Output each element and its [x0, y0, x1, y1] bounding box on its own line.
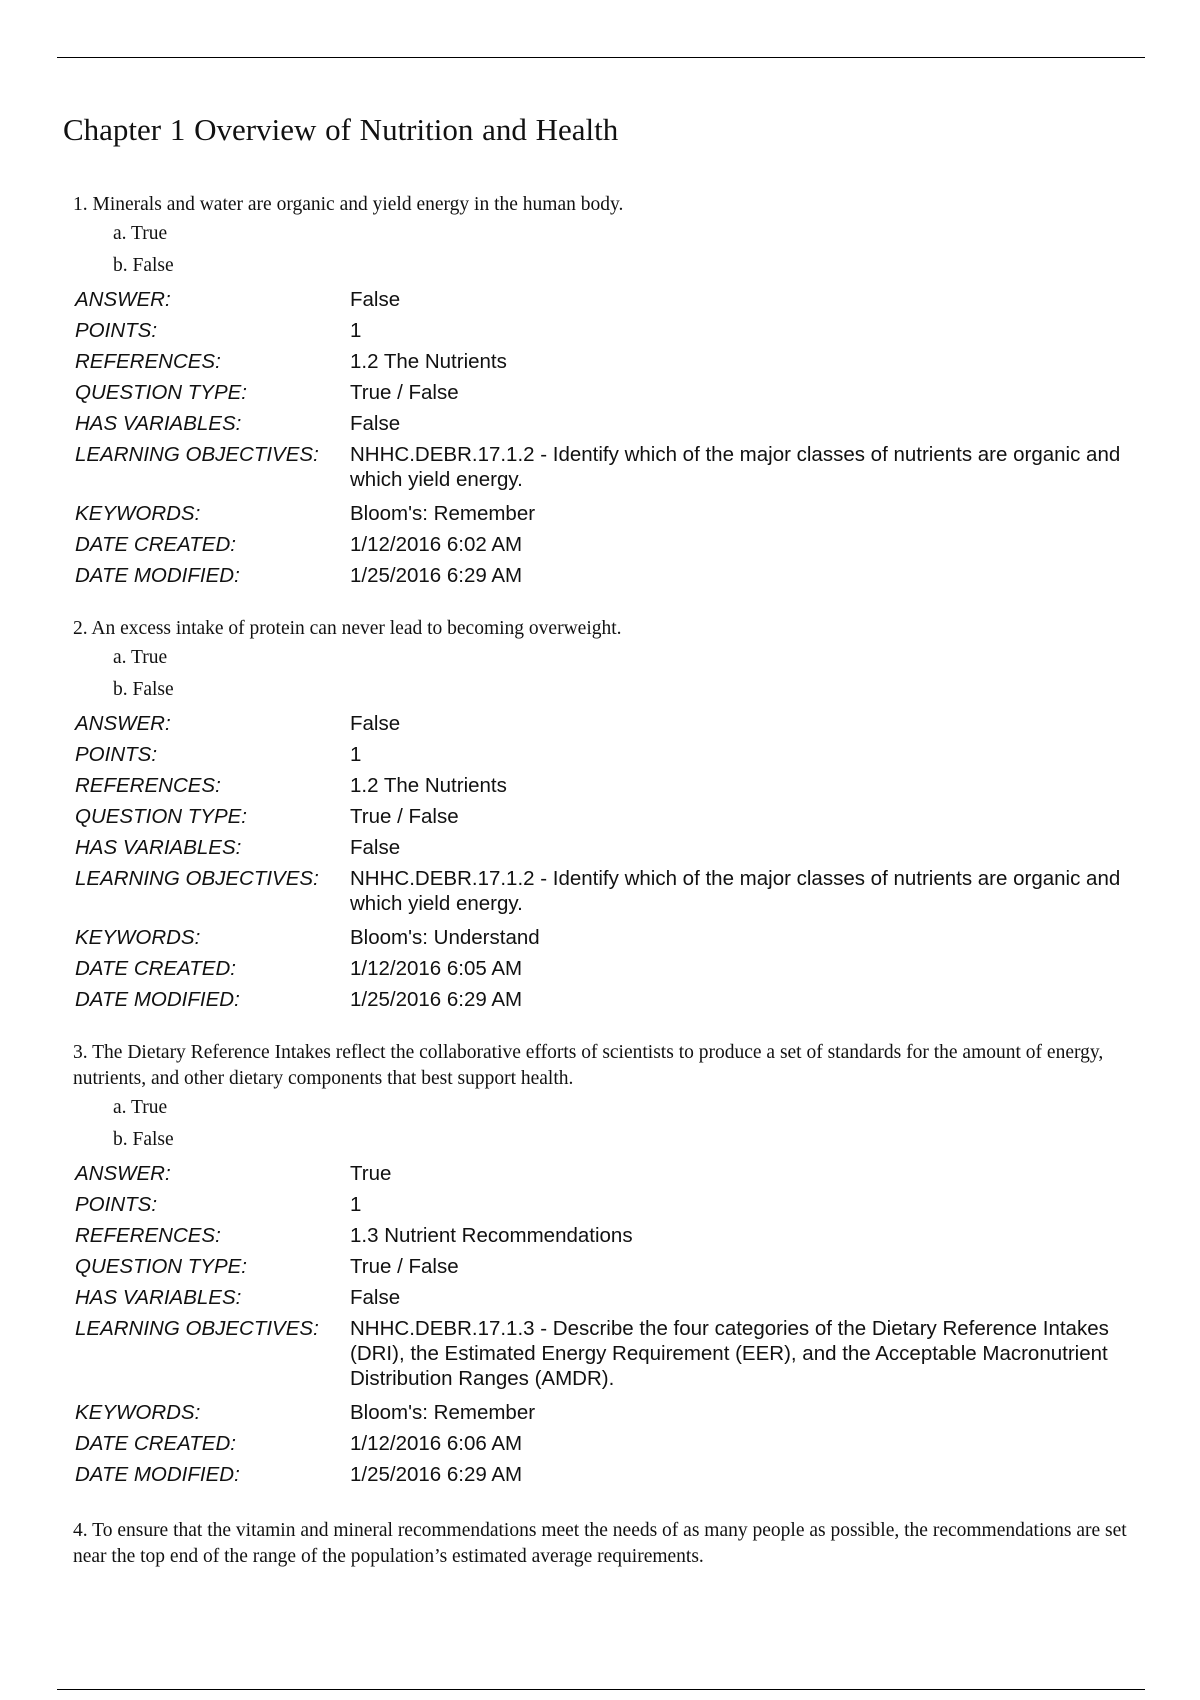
learning-objectives-value: NHHC.DEBR.17.1.2 - Identify which of the major classes of nutrients are organic and which yield energy.: [350, 443, 1121, 491]
meta-label: QUESTION TYPE:: [75, 805, 247, 828]
question-type-value: True / False: [350, 381, 459, 404]
meta-date-created: [75, 529, 1145, 560]
meta-has-variables: [75, 1282, 1145, 1313]
meta-label: HAS VARIABLES:: [75, 836, 242, 859]
meta-label: DATE CREATED:: [75, 957, 236, 980]
answer-value: False: [350, 288, 401, 311]
meta-label: KEYWORDS:: [75, 502, 201, 525]
question-metadata: [75, 284, 1145, 591]
option-false: b. False: [113, 255, 174, 276]
meta-label: ANSWER:: [75, 712, 171, 735]
date-created-value: 1/12/2016 6:05 AM: [350, 957, 523, 980]
question-metadata: [75, 708, 1145, 1015]
answer-options: [113, 642, 1145, 706]
meta-date-modified: [75, 984, 1145, 1015]
meta-label: LEARNING OBJECTIVES:: [75, 1317, 319, 1340]
meta-label: POINTS:: [75, 319, 158, 342]
keywords-value: Bloom's: Remember: [350, 1401, 536, 1424]
date-modified-value: 1/25/2016 6:29 AM: [350, 1463, 523, 1486]
has-variables-value: False: [350, 836, 401, 859]
question-stem: 4. To ensure that the vitamin and mineral recommendations meet the needs of as many people as possible, the recommendations are set near the top end of the range of the population’s estimated average requirements.: [73, 1520, 1127, 1567]
meta-keywords: [75, 1397, 1145, 1428]
meta-label: HAS VARIABLES:: [75, 412, 242, 435]
answer-options: [113, 1092, 1145, 1156]
references-value: 1.2 The Nutrients: [350, 350, 507, 373]
question-type-value: True / False: [350, 1255, 459, 1278]
meta-points: [75, 739, 1145, 770]
meta-label: QUESTION TYPE:: [75, 381, 247, 404]
option-true: a. True: [113, 223, 168, 244]
meta-date-created: [75, 1428, 1145, 1459]
meta-keywords: [75, 922, 1145, 953]
option-false: b. False: [113, 679, 174, 700]
meta-label: DATE MODIFIED:: [75, 988, 240, 1011]
answer-options: [113, 218, 1145, 282]
learning-objectives-value: NHHC.DEBR.17.1.3 - Describe the four categories of the Dietary Reference Intakes (DRI), the Estimated Energy Requirement (EER), and the Acceptable Macronutrient Distribution Ranges (AMDR).: [350, 1317, 1109, 1390]
meta-has-variables: [75, 408, 1145, 439]
meta-label: DATE MODIFIED:: [75, 564, 240, 587]
meta-answer: [75, 708, 1145, 739]
meta-label: DATE CREATED:: [75, 1432, 236, 1455]
points-value: 1: [350, 319, 362, 342]
learning-objectives-value: NHHC.DEBR.17.1.2 - Identify which of the major classes of nutrients are organic and which yield energy.: [350, 867, 1121, 915]
meta-learning-objectives: [75, 863, 1145, 916]
meta-label: REFERENCES:: [75, 350, 221, 373]
meta-label: REFERENCES:: [75, 774, 221, 797]
question-4: [73, 1518, 1145, 1570]
meta-label: HAS VARIABLES:: [75, 1286, 242, 1309]
bottom-rule: [57, 1689, 1145, 1690]
date-created-value: 1/12/2016 6:02 AM: [350, 533, 523, 556]
meta-references: [75, 346, 1145, 377]
meta-label: ANSWER:: [75, 288, 171, 311]
option-false: b. False: [113, 1129, 174, 1150]
question-metadata: [75, 1158, 1145, 1490]
meta-label: REFERENCES:: [75, 1224, 221, 1247]
meta-label: DATE CREATED:: [75, 533, 236, 556]
keywords-value: Bloom's: Understand: [350, 926, 540, 949]
meta-date-modified: [75, 560, 1145, 591]
option-true: a. True: [113, 647, 168, 668]
meta-answer: [75, 1158, 1145, 1189]
question-type-value: True / False: [350, 805, 459, 828]
meta-has-variables: [75, 832, 1145, 863]
meta-learning-objectives: [75, 439, 1145, 492]
date-modified-value: 1/25/2016 6:29 AM: [350, 988, 523, 1011]
meta-question-type: [75, 1251, 1145, 1282]
date-modified-value: 1/25/2016 6:29 AM: [350, 564, 523, 587]
has-variables-value: False: [350, 412, 401, 435]
keywords-value: Bloom's: Remember: [350, 502, 536, 525]
points-value: 1: [350, 743, 362, 766]
meta-label: QUESTION TYPE:: [75, 1255, 247, 1278]
meta-label: POINTS:: [75, 1193, 158, 1216]
meta-date-created: [75, 953, 1145, 984]
references-value: 1.2 The Nutrients: [350, 774, 507, 797]
page-title: Chapter 1 Overview of Nutrition and Health: [63, 112, 619, 147]
meta-answer: [75, 284, 1145, 315]
meta-label: KEYWORDS:: [75, 1401, 201, 1424]
question-stem: 1. Minerals and water are organic and yield energy in the human body.: [73, 194, 624, 215]
meta-learning-objectives: [75, 1313, 1145, 1391]
meta-label: POINTS:: [75, 743, 158, 766]
references-value: 1.3 Nutrient Recommendations: [350, 1224, 633, 1247]
option-true: a. True: [113, 1097, 168, 1118]
meta-label: DATE MODIFIED:: [75, 1463, 240, 1486]
meta-label: ANSWER:: [75, 1162, 171, 1185]
answer-value: True: [350, 1162, 392, 1185]
meta-keywords: [75, 498, 1145, 529]
question-1: [73, 192, 1145, 591]
meta-label: LEARNING OBJECTIVES:: [75, 867, 319, 890]
meta-label: LEARNING OBJECTIVES:: [75, 443, 319, 466]
top-rule: [57, 57, 1145, 58]
meta-references: [75, 770, 1145, 801]
meta-references: [75, 1220, 1145, 1251]
answer-value: False: [350, 712, 401, 735]
meta-question-type: [75, 801, 1145, 832]
question-3: [73, 1040, 1145, 1490]
meta-points: [75, 1189, 1145, 1220]
meta-question-type: [75, 377, 1145, 408]
meta-date-modified: [75, 1459, 1145, 1490]
question-stem: 3. The Dietary Reference Intakes reflect the collaborative efforts of scientists to produce a set of standards for the amount of energy, nutrients, and other dietary components that best support health.: [73, 1042, 1104, 1089]
date-created-value: 1/12/2016 6:06 AM: [350, 1432, 523, 1455]
meta-points: [75, 315, 1145, 346]
points-value: 1: [350, 1193, 362, 1216]
has-variables-value: False: [350, 1286, 401, 1309]
question-2: [73, 616, 1145, 1015]
meta-label: KEYWORDS:: [75, 926, 201, 949]
question-stem: 2. An excess intake of protein can never lead to becoming overweight.: [73, 618, 622, 639]
